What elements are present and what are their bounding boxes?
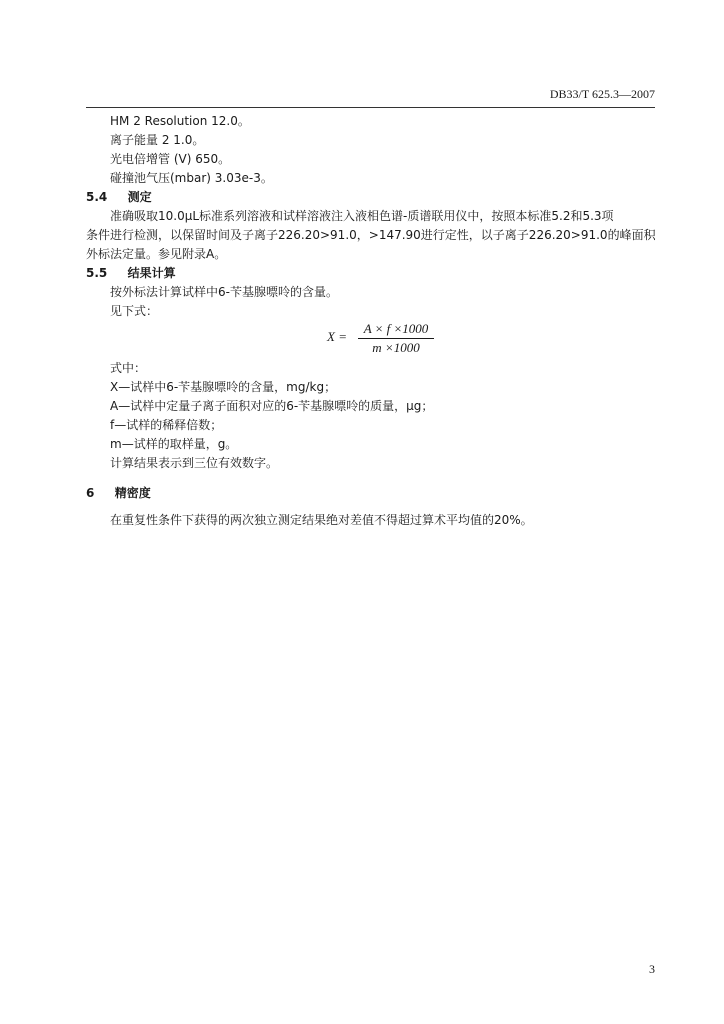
header-rule — [86, 107, 655, 108]
formula-denominator: m ×1000 — [372, 340, 420, 355]
s54-line1: 准确吸取10.0μL标准系列溶液和试样溶液注入液相色谱-质谱联用仪中，按照本标准5.2和5.3项 — [110, 209, 614, 223]
var-a: A—试样中定量子离子面积对应的6-苄基腺嘌呤的质量，μg； — [110, 399, 434, 413]
s54-line2: 条件进行检测，以保留时间及子离子226.20>91.0，>147.90进行定性，以子离子226.20>91.0的峰面积 — [86, 228, 656, 242]
param-collision-pressure: 碰撞池气压(mbar) 3.03e-3。 — [110, 171, 273, 185]
fraction-bar — [358, 338, 434, 339]
param-ion-energy: 离子能量 2 1.0。 — [110, 133, 205, 147]
var-x: X—试样中6-苄基腺嘌呤的含量，mg/kg； — [110, 380, 337, 394]
formula-numerator: A × f ×1000 — [363, 321, 429, 336]
section-number: 6 — [86, 486, 95, 500]
page-number: 3 — [649, 962, 655, 976]
s6-text: 在重复性条件下获得的两次独立测定结果绝对差值不得超过算术平均值的20%。 — [110, 513, 533, 527]
var-f: f—试样的稀释倍数； — [110, 418, 223, 432]
formula — [327, 321, 437, 355]
formula-fraction — [358, 321, 434, 356]
param-pmt: 光电倍增管 (V) 650。 — [110, 152, 231, 166]
sig-figs-note: 计算结果表示到三位有效数字。 — [110, 456, 279, 470]
section-5-5-heading — [86, 264, 176, 281]
s54-line3: 外标法定量。参见附录A。 — [86, 247, 227, 261]
section-title: 结果计算 — [127, 266, 176, 280]
s55-line2: 见下式： — [110, 304, 159, 318]
section-number: 5.4 — [86, 190, 108, 204]
section-title: 精密度 — [114, 486, 151, 500]
s55-line1: 按外标法计算试样中6-苄基腺嘌呤的含量。 — [110, 285, 338, 299]
section-6-heading — [86, 484, 151, 501]
where-label: 式中： — [110, 361, 147, 375]
var-m: m—试样的取样量，g。 — [110, 437, 238, 451]
section-number: 5.5 — [86, 266, 108, 280]
section-5-4-heading — [86, 188, 152, 205]
section-title: 测定 — [127, 190, 152, 204]
formula-lhs: X = — [327, 329, 347, 344]
param-resolution: HM 2 Resolution 12.0。 — [110, 114, 250, 128]
document-header-id: DB33/T 625.3—2007 — [549, 87, 655, 101]
